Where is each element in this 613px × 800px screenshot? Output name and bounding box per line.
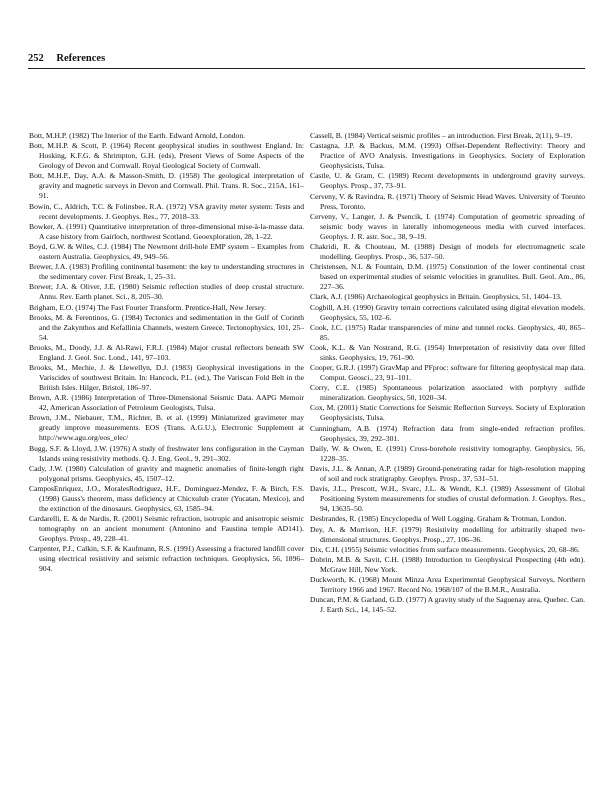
reference-entry: Cogbill, A.H. (1990) Gravity terrain corrections calculated using digital elevation models. Geophysics, 55, 102–6. (310, 302, 585, 322)
reference-entry: Cunningham, A.B. (1974) Refraction data from single-ended refraction profiles. Geophysics, 39, 292–301. (310, 423, 585, 443)
reference-entry: Davis, J.L., Prescott, W.H., Svarc, J.L. & Wendt, K.J. (1989) Assessment of Global Positioning System measurements for studies of crustal deformation. J. Geophys. Res., 94, 13635–50. (310, 484, 585, 514)
reference-entry: Daily, W. & Owen, E. (1991) Cross-borehole resistivity tomography. Geophysics, 56, 1228–35. (310, 443, 585, 463)
reference-entry: Christensen, N.I. & Fountain, D.M. (1975) Constitution of the lower continental crust based on experimental studies of seismic velocities in granulites. Bull. Geol. Am., 86, 227–36. (310, 262, 585, 292)
header-rule (28, 68, 585, 69)
running-header (28, 53, 105, 64)
reference-entry: Dey, A. & Morrison, H.F. (1979) Resistivity modelling for arbitrarily shaped two-dimensional structures. Geophys. Prosp., 27, 106–36. (310, 524, 585, 544)
section-title: References (56, 53, 106, 64)
reference-entry: Dobrin, M.B. & Savit, C.H. (1988) Introduction to Geophysical Prospecting (4th edn). McGraw Hill, New York. (310, 554, 585, 574)
reference-entry: Clark, A.J. (1986) Archaeological geophysics in Britain. Geophysics, 51, 1404–13. (310, 292, 562, 302)
reference-entry: Duckworth, K. (1968) Mount Minza Area Experimental Geophysical Surveys, Northern Territory 1966 and 1967. Record No. 1968/107 of the B.M.R., Australia. (310, 575, 585, 595)
right-column (310, 131, 585, 616)
reference-entry: Brigham, E.O. (1974) The Fast Fourier Transform. Prentice-Hall, New Jersey. (29, 302, 267, 312)
reference-entry: Carpenter, P.J., Calkin, S.F. & Kaufmann, R.S. (1991) Assessing a fractured landfill cover using electrical resistivity and seismic refraction techniques. Geophysics, 56, 1896–904. (29, 544, 304, 574)
reference-entry: Cerveny, V., Langer, J. & Psencik, I. (1974) Computation of geometric spreading of seismic body waves in laterally inhomogeneous media with curved interfaces. Geophys. J. R. astr. Soc., 38, 9–19. (310, 211, 585, 241)
reference-entry: Brewer, J.A. & Oliver, J.E. (1980) Seismic reflection studies of deep crustal structure. Annu. Rev. Earth planet. Sci., 8, 205–30. (29, 282, 304, 302)
reference-entry: Bott, M.H.P. (1982) The Interior of the Earth. Edward Arnold, London. (29, 131, 246, 140)
reference-entry: CamposEnriquez, J.O., MoralesRodriguez, H.F., Dominguez-Mendez, F. & Birch, F.S. (1998) Gauss's theorem, mass deficiency at Chicxulub crater (Yucatan, Mexico), and the extinction of the dinosaurs. Geophysics, 63, 1585–94. (29, 484, 304, 513)
page-number: 252 (28, 53, 44, 64)
reference-entry: Brewer, J.A. (1983) Profiling continental basement: the key to understanding structures in the sedimentary cover. First Break, 1, 25–31. (29, 262, 304, 282)
reference-entry: Cook, J.C. (1975) Radar transparencies of mine and tunnel rocks. Geophysics, 40, 865–85. (310, 322, 585, 342)
reference-entry: Cassell, B. (1984) Vertical seismic profiles – an introduction. First Break, 2(11), 9–19. (310, 131, 573, 140)
reference-entry: Bugg, S.F. & Lloyd, J.W. (1976) A study of freshwater lens configuration in the Cayman Islands using resistivity methods. Q. J. Eng. Geol., 9, 291–302. (29, 443, 304, 463)
reference-entry: Brooks, M., Mechie, J. & Llewellyn, D.J. (1983) Geophysical investigations in the Variscides of southwest Britain. In: Hancock, P.L. (ed.), The Variscan Fold Belt in the British Isles. Hilger, Bristol, 186–97. (29, 363, 304, 393)
reference-entry: Castle, U. & Gram, C. (1989) Recent developments in underground gravity surveys. Geophys. Prosp., 37, 73–91. (310, 171, 585, 191)
reference-entry: Bowker, A. (1991) Quantitative interpretation of three-dimensional mise-à-la-masse data. A case history from Gairloch, northwest Scotland. Geoexploration, 28, 1–22. (29, 221, 304, 241)
reference-entry: Davis, J.L. & Annan, A.P. (1989) Ground-penetrating radar for high-resolution mapping of soil and rock stratigraphy. Geophys. Prosp., 37, 531–51. (310, 464, 585, 483)
reference-entry: Bott, M.H.P., Day, A.A. & Masson-Smith, D. (1958) The geological interpretation of gravity and magnetic surveys in Devon and Cornwall. Phil. Trans. R. Soc., 215A, 161–91. (29, 171, 304, 201)
reference-entry: Cardarelli, E. & de Nardis, R. (2001) Seismic refraction, isotropic and anisotropic seismic tomography on an ancient monument (Antonino and Faustina temple AD141). Geophys. Prosp., 49, 228–41. (29, 514, 304, 544)
reference-entry: Boyd, G.W. & Wiles, C.J. (1984) The Newmont drill-hole EMP system – Examples from eastern Australia. Geophysics, 49, 949–56. (29, 241, 304, 261)
reference-entry: Cox, M. (2001) Static Corrections for Seismic Reflection Surveys. Society of Exploration Geophysicists, Tulsa. (310, 403, 585, 423)
reference-entry: Brown, J.M., Niebauer, T.M., Richter, B. et al. (1999) Miniaturized gravimeter may greatly improve measurements. EOS (Trans. A.G.U.), Electronic Supplement at http://www.agu.org/eos_elec/ (29, 413, 304, 443)
reference-entry: Cooper, G.R.J. (1997) GravMap and PFproc: software for filtering geophysical map data. Comput. Geosci., 23, 91–101. (310, 363, 585, 383)
reference-entry: Brooks, M., Doody, J.J. & Al-Rawi, F.R.J. (1984) Major crustal reflectors beneath SW England. J. Geol. Soc. Lond., 141, 97–103. (29, 342, 304, 362)
reference-entry: Bowin, C., Aldrich, T.C. & Folinsbee, R.A. (1972) VSA gravity meter system: Tests and recent developments. J. Geophys. Res., 77, 2018–33. (29, 201, 304, 221)
reference-entry: Dix, C.H. (1955) Seismic velocities from surface measurements. Geophysics, 20, 68–86. (310, 544, 580, 554)
reference-entry: Brooks, M. & Ferentinos, G. (1984) Tectonics and sedimentation in the Gulf of Corinth and the Zakynthos and Kefallinia Channels, western Greece. Tectonophysics, 101, 25–54. (29, 312, 304, 342)
left-column (29, 131, 304, 575)
reference-entry: Cook, K.L. & Van Nostrand, R.G. (1954) Interpretation of resistivity data over filled sinks. Geophysics, 19, 761–90. (310, 342, 585, 362)
reference-entry: Corry, C.E. (1985) Spontaneous polarization associated with porphyry sulfide mineralization. Geophysics, 50, 1020–34. (310, 383, 585, 403)
reference-entry: Castagna, J.P. & Backus, M.M. (1993) Offset-Dependent Reflectivity: Theory and Practice of AVO Analysis. Investigations in Geophysics. Society of Exploration Geophysicists, Tulsa. (310, 141, 585, 171)
reference-entry: Desbrandes, R. (1985) Encyclopedia of Well Logging. Graham & Trotman, London. (310, 514, 567, 524)
reference-entry: Cerveny, V. & Ravindra, R. (1971) Theory of Seismic Head Waves. University of Toronto Press, Toronto. (310, 191, 585, 211)
reference-entry: Duncan, P.M. & Garland, G.D. (1977) A gravity study of the Saguenay area, Quebec. Can. J. Earth Sci., 14, 145–52. (310, 595, 585, 615)
reference-entry: Cady, J.W. (1980) Calculation of gravity and magnetic anomalies of finite-length right polygonal prisms. Geophysics, 45, 1507–12. (29, 463, 304, 483)
reference-entry: Brown, A.R. (1986) Interpretation of Three-Dimensional Seismic Data. AAPG Memoir 42, American Association of Petroleum Geologists, Tulsa. (29, 393, 304, 413)
reference-entry: Chakridi, R. & Chouteau, M. (1988) Design of models for electromagnetic scale modelling. Geophys. Prosp., 36, 537–50. (310, 241, 585, 261)
reference-entry: Bott, M.H.P. & Scott, P. (1964) Recent geophysical studies in southwest England. In: Hosking, K.F.G. & Shrimpton, G.H. (eds), Present Views of Some Aspects of the Geology of Devon and Cornwall. Royal Geological Society of Cornwall. (29, 141, 304, 171)
